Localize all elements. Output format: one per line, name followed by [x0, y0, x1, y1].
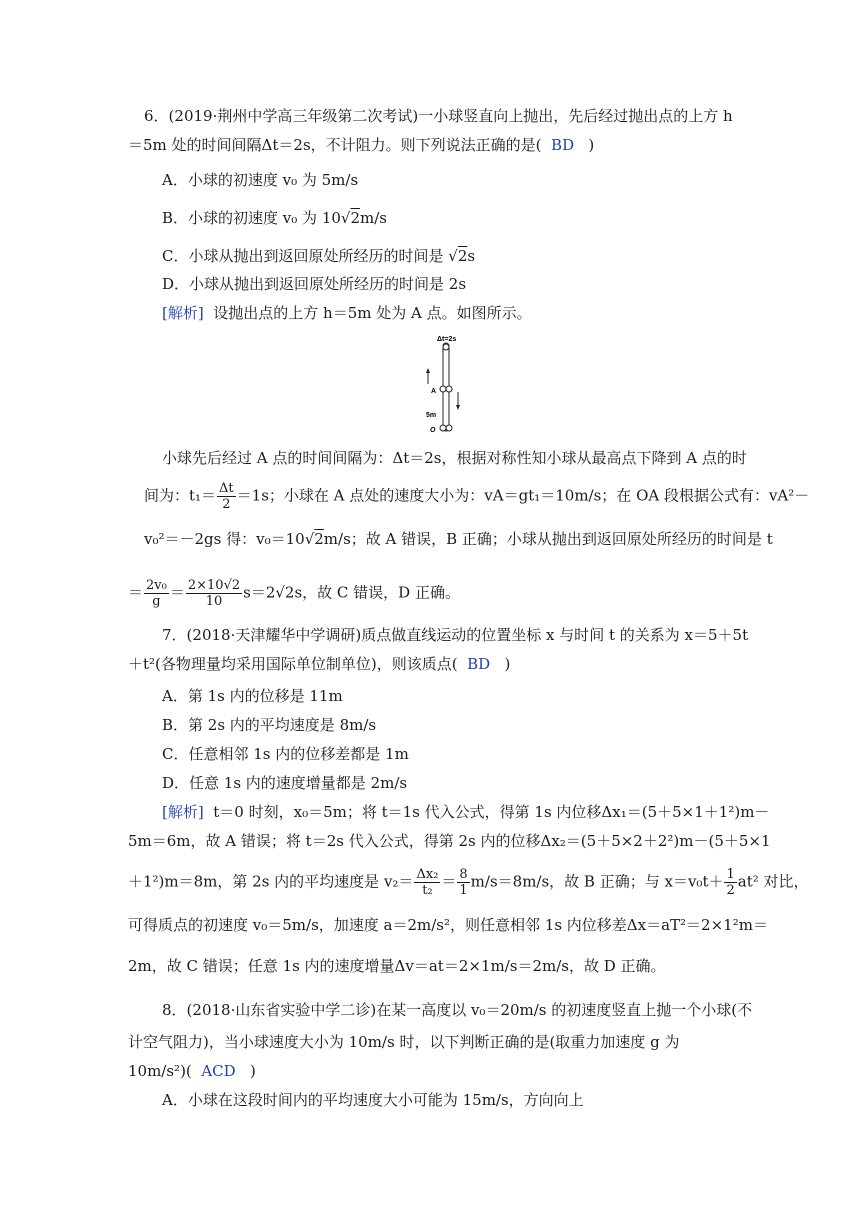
- q7-stem-line1: 7．(2018·天津耀华中学调研)质点做直线运动的位置坐标 x 与时间 t 的关系为 x＝5＋5t: [162, 626, 749, 644]
- q6-jiexi-tag: [解析]: [162, 304, 204, 322]
- q6-stem-line1: 6．(2019·荆州中学高三年级第二次考试)一小球竖直向上抛出，先后经过抛出点的上方 h: [144, 107, 733, 125]
- q8-option-a: A．小球在这段时间内的平均速度大小可能为 15m/s，方向向上: [162, 1091, 584, 1109]
- q7-solution-line4: 可得质点的初速度 v₀＝5m/s，加速度 a＝2m/s²，则任意相邻 1s 内位移差Δx＝aT²＝2×1²m＝: [128, 916, 768, 934]
- q6-fraction-dt-2: $\frac{\Delta t}{2}$: [219, 481, 234, 512]
- q7-answer: BD: [467, 655, 491, 673]
- q8-stem-line2: 计空气阻力)，当小球速度大小为 10m/s 时，以下判断正确的是(取重力加速度 g 为: [128, 1033, 680, 1051]
- q7-option-b: B．第 2s 内的平均速度是 8m/s: [162, 716, 377, 734]
- q7-stem-line2: ＋t²(各物理量均采用国际单位制单位)，则该质点( BD ): [128, 655, 511, 673]
- q7-fraction-1-2: $\frac{1}{2}$: [726, 867, 735, 898]
- ball-o-left-icon: [440, 425, 446, 431]
- q8-stem-line3: 10m/s²)( ACD ): [128, 1062, 256, 1080]
- ball-top-icon: [443, 344, 449, 350]
- q6-solution-line4: ＝ $\frac{\text{2v₀}}{g}$ ＝ $\frac{2\times 10√2}{10}$ s＝2√2s，故 C 错误，D 正确。: [128, 578, 460, 609]
- q7-fraction-dx2-t2: $\frac{\text{Δx₂}}{\text{t₂}}$: [416, 867, 439, 898]
- q7-jiexi-tag: [解析]: [162, 803, 204, 821]
- q7-solution-line1: [解析] t＝0 时刻，x₀＝5m；将 t＝1s 代入公式，得第 1s 内位移Δx₁＝(5＋5×1＋1²)m－: [162, 803, 770, 821]
- q6-answer: BD: [551, 136, 575, 154]
- q7-solution-line3: ＋1²)m＝8m，第 2s 内的平均速度是 v₂＝ $\frac{\text{Δx₂}}{\text{t₂}}$ ＝ $\frac{8}{1}$ m/s＝8m/s，故 B 正确；与 x＝v₀t＋ $\frac{1}{2}$ at² 对比，: [128, 867, 809, 898]
- q6-solution-line3: v₀²＝－2gs 得：v₀＝10√2m/s；故 A 错误，B 正确；小球从抛出到返回原处所经历的时间是 t: [144, 530, 773, 548]
- q6-jiexi-intro: [解析] 设抛出点的上方 h＝5m 处为 A 点。如图所示。: [162, 304, 532, 322]
- q6-solution-line2: 间为：t₁＝ $\frac{\Delta t}{2}$ ＝1s；小球在 A 点处的速度大小为：vA＝gt₁＝10m/s；在 OA 段根据公式有：vA²－: [144, 481, 810, 512]
- q8-stem-line1: 8．(2018·山东省实验中学二诊)在某一高度以 v₀＝20m/s 的初速度竖直上抛一个小球(不: [162, 1001, 753, 1019]
- ball-motion-figure: [420, 332, 480, 436]
- q7-solution-line5: 2m，故 C 错误；任意 1s 内的速度增量Δv＝at＝2×1m/s＝2m/s，故 D 正确。: [128, 957, 666, 975]
- q6-option-b: B．小球的初速度 v₀ 为 10√2m/s: [162, 209, 387, 227]
- q6-option-c: C．小球从抛出到返回原处所经历的时间是 √2s: [162, 247, 476, 265]
- q7-option-c: C．任意相邻 1s 内的位移差都是 1m: [162, 745, 409, 763]
- q7-fraction-8-1: $\frac{8}{1}$: [459, 867, 468, 898]
- q6-option-d: D．小球从抛出到返回原处所经历的时间是 2s: [162, 275, 467, 293]
- q6-fraction-20root2-10: $\frac{2\times 10√2}{10}$: [187, 578, 241, 609]
- ball-o-right-icon: [446, 425, 452, 431]
- figure-o-label: O: [430, 427, 436, 434]
- q7-option-a: A．第 1s 内的位移是 11m: [162, 687, 343, 705]
- ball-a-down-icon: [446, 386, 452, 392]
- ball-a-up-icon: [440, 386, 446, 392]
- q6-stem-line2: ＝5m 处的时间间隔Δt＝2s，不计阻力。则下列说法正确的是( BD ): [128, 136, 595, 154]
- q6-option-a: A．小球的初速度 v₀ 为 5m/s: [162, 171, 359, 189]
- q6-fraction-2v0-g: $\frac{\text{2v₀}}{g}$: [146, 578, 167, 609]
- q8-answer: ACD: [201, 1062, 236, 1080]
- q6-solution-line1: 小球先后经过 A 点的时间间隔为：Δt＝2s，根据对称性知小球从最高点下降到 A 点的时: [162, 449, 747, 467]
- q7-solution-line2: 5m＝6m，故 A 错误；将 t＝2s 代入公式，得第 2s 内的位移Δx₂＝(5＋5×2＋2²)m－(5＋5×1: [128, 832, 771, 850]
- figure-a-label: A: [431, 388, 437, 395]
- q7-option-d: D．任意 1s 内的速度增量都是 2m/s: [162, 774, 408, 792]
- figure-5m-label: 5m: [426, 412, 437, 419]
- figure-dt-label: Δt=2s: [437, 336, 457, 343]
